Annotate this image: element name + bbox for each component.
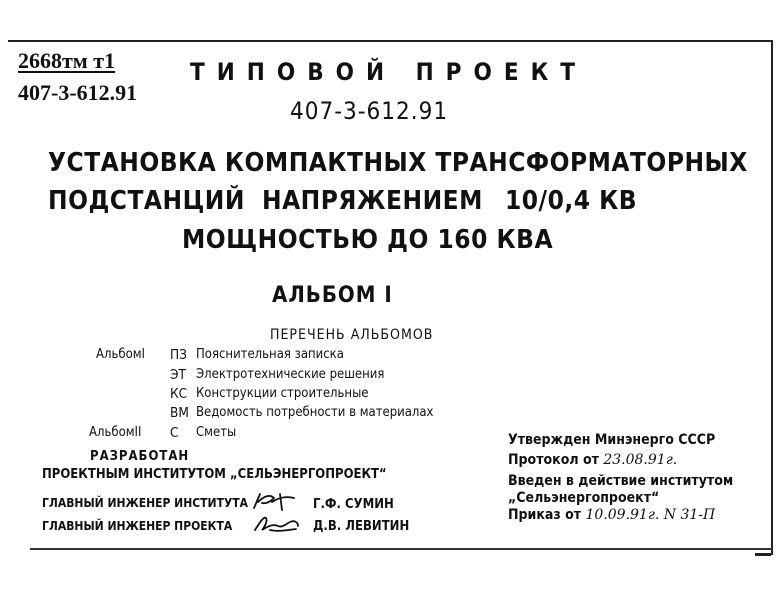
document-type: ТИПОВОЙ ПРОЕКТ: [190, 58, 587, 86]
archive-code: 2668тм т1: [18, 48, 116, 73]
developed-by-label: РАЗРАБОТАН: [90, 449, 190, 464]
title-line-2-part-3: 10/0,4 КВ: [505, 186, 638, 216]
approval-protocol-prefix: Протокол от: [508, 452, 599, 468]
approval-order-number: N 31-П: [663, 507, 716, 523]
album-2-label: АльбомII: [89, 425, 142, 440]
approval-protocol: [508, 452, 677, 468]
ink-mark: [755, 553, 771, 556]
album-item-text: Ведомость потребности в материалах: [196, 405, 434, 420]
title-line-3: МОЩНОСТЬЮ ДО 160 КВА: [182, 225, 554, 255]
approval-order: [508, 507, 715, 523]
album-item-code: ВМ: [170, 405, 189, 421]
approval-line-3: Введен в действие институтом: [508, 473, 734, 489]
album-item-code: КС: [170, 386, 188, 402]
approval-protocol-date: 23.08.91г.: [603, 452, 678, 468]
album-item-text: Сметы: [196, 425, 237, 440]
title-line-1: УСТАНОВКА КОМПАКТНЫХ ТРАНСФОРМАТОРНЫХ: [48, 148, 748, 178]
signature-levitin: [252, 512, 302, 534]
developer-organization: ПРОЕКТНЫМ ИНСТИТУТОМ „СЕЛЬЭНЕРГОПРОЕКТ“: [42, 467, 387, 482]
project-code: 407-3-612.91: [18, 80, 138, 105]
approval-line-1: Утвержден Минэнерго СССР: [508, 432, 716, 448]
album-item-text: Электротехнические решения: [196, 367, 385, 382]
chief-engineer-project-label: ГЛАВНЫЙ ИНЖЕНЕР ПРОЕКТА: [42, 519, 233, 533]
albums-list-heading: ПЕРЕЧЕНЬ АЛЬБОМОВ: [270, 327, 434, 343]
chief-engineer-institute-label: ГЛАВНЫЙ ИНЖЕНЕР ИНСТИТУТА: [42, 496, 248, 510]
album-item-text: Пояснительная записка: [196, 347, 344, 362]
chief-engineer-project-name: Д.В. ЛЕВИТИН: [313, 519, 410, 534]
signature-sumin: [250, 490, 298, 512]
album-item-code: ЭТ: [170, 367, 186, 383]
approval-order-prefix: Приказ от: [508, 507, 582, 523]
album-item-code: ПЗ: [170, 347, 187, 363]
document-number: 407-3-612.91: [290, 97, 449, 125]
frame-bottom-line: [30, 548, 772, 550]
chief-engineer-institute-name: Г.Ф. СУМИН: [313, 497, 394, 512]
album-item-text: Конструкции строительные: [196, 386, 369, 401]
approval-institute: „Сельэнергопроект“: [508, 490, 660, 506]
frame-top-line: [8, 40, 773, 42]
approval-order-date: 10.09.91г.: [585, 507, 660, 523]
frame-right-line: [771, 40, 773, 555]
album-item-code: С: [170, 425, 179, 441]
album-heading: АЛЬБОМ I: [272, 283, 393, 308]
title-line-2-part-2: НАПРЯЖЕНИЕМ: [262, 186, 483, 216]
title-line-2-part-1: ПОДСТАНЦИЙ: [48, 186, 245, 216]
album-1-label: АльбомI: [96, 347, 146, 362]
